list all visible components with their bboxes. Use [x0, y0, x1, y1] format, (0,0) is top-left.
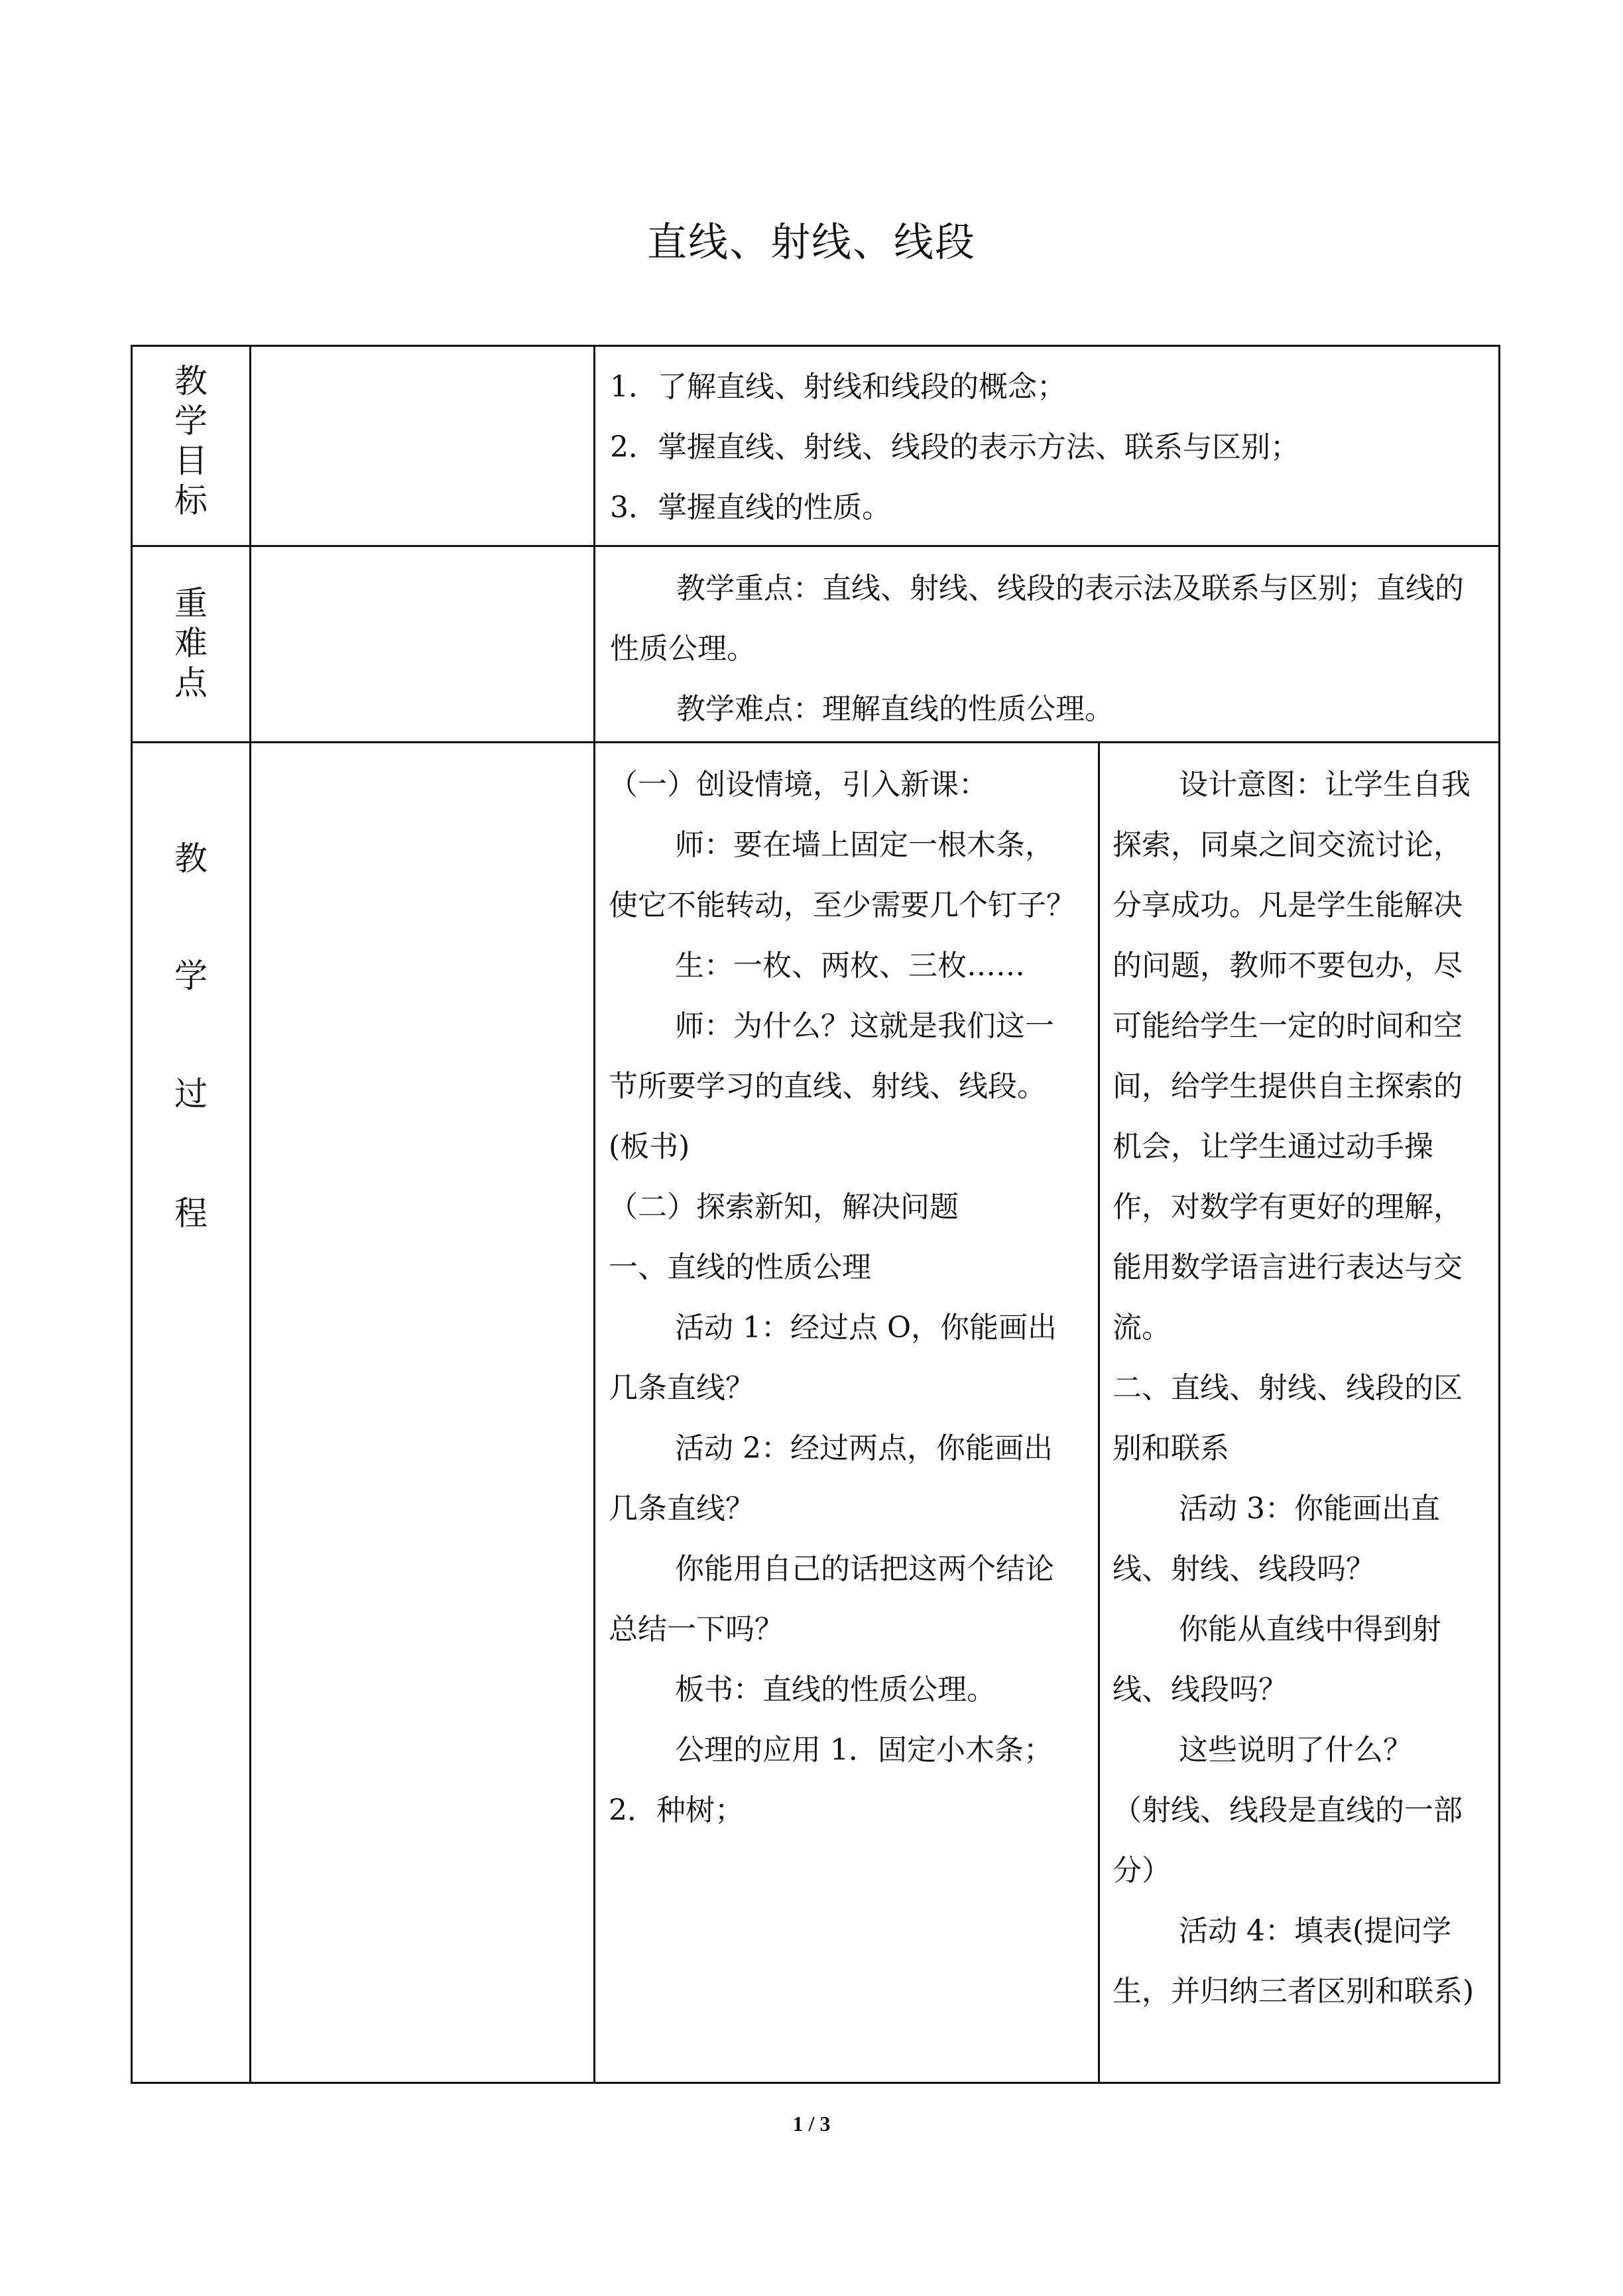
design-note-paragraph: 这些说明了什么？ [1179, 1733, 1412, 1767]
objective-item: 2．掌握直线、射线、线段的表示方法、联系与区别； [610, 430, 1299, 464]
process-paragraph: 师：为什么？这就是我们这一节所要学习的直线、射线、线段。(板书) [609, 1009, 1054, 1164]
page-title: 直线、射线、线段 [647, 219, 976, 266]
process-paragraph: 活动 1：经过点 O，你能画出几条直线？ [609, 1311, 1057, 1405]
process-paragraph: 活动 2：经过两点，你能画出几条直线？ [609, 1431, 1053, 1526]
key-points-label: 重 难 点 [174, 584, 208, 702]
process-paragraph: （一）创设情境，引入新课： [609, 768, 988, 802]
design-note-paragraph: 活动 3：你能画出直线、射线、线段吗？ [1112, 1492, 1440, 1586]
column-divider [249, 345, 251, 2084]
process-paragraph: 板书：直线的性质公理。 [675, 1673, 996, 1707]
table-border-bottom [131, 2082, 1500, 2084]
page-number: 1 / 3 [792, 2112, 831, 2136]
design-note-paragraph: 活动 4：填表(提问学生，并归纳三者区别和联系) [1112, 1914, 1474, 2008]
column-divider [1098, 741, 1100, 2084]
objectives-content [610, 357, 1485, 538]
process-main-content [609, 755, 1081, 1841]
teaching-difficulty: 教学难点：理解直线的性质公理。 [676, 692, 1114, 726]
teaching-focus: 教学重点：直线、射线、线段的表示法及联系与区别；直线的性质公理。 [610, 572, 1464, 666]
key-points-content [610, 558, 1485, 739]
column-divider [593, 345, 595, 2084]
design-note-paragraph: 设计意图：让学生自我探索，同桌之间交流讨论，分享成功。凡是学生能解决的问题，教师不要包办，尽可能给学生一定的时间和空间，给学生提供自主探索的机会，让学生通过动手操作，对数学有更好的理解，能用数学语言进行表达与交流。 [1112, 768, 1471, 1345]
process-paragraph: 生：一枚、两枚、三枚…… [675, 949, 1025, 983]
row-divider [131, 545, 1500, 547]
objective-item: 1．了解直线、射线和线段的概念； [610, 370, 1066, 404]
design-note-paragraph: （射线、线段是直线的一部分） [1112, 1793, 1463, 1888]
design-note-paragraph: 二、直线、射线、线段的区别和联系 [1112, 1371, 1463, 1465]
objective-item: 3．掌握直线的性质。 [610, 491, 891, 524]
table-border-top [131, 345, 1500, 347]
process-paragraph: （二）探索新知，解决问题 [609, 1190, 959, 1224]
design-note-paragraph: 你能从直线中得到射线、线段吗？ [1112, 1612, 1441, 1707]
objectives-label: 教 学 目 标 [174, 362, 208, 520]
row-divider [131, 741, 1500, 743]
process-design-notes [1112, 755, 1484, 2022]
process-paragraph: 你能用自己的话把这两个结论总结一下吗？ [609, 1552, 1054, 1646]
process-paragraph: 一、直线的性质公理 [609, 1250, 871, 1284]
process-paragraph: 公理的应用 1．固定小木条；2．种树； [609, 1733, 1053, 1827]
table-border-right [1498, 345, 1500, 2084]
process-paragraph: 师：要在墙上固定一根木条，使它不能转动，至少需要几个钉子？ [609, 828, 1075, 922]
